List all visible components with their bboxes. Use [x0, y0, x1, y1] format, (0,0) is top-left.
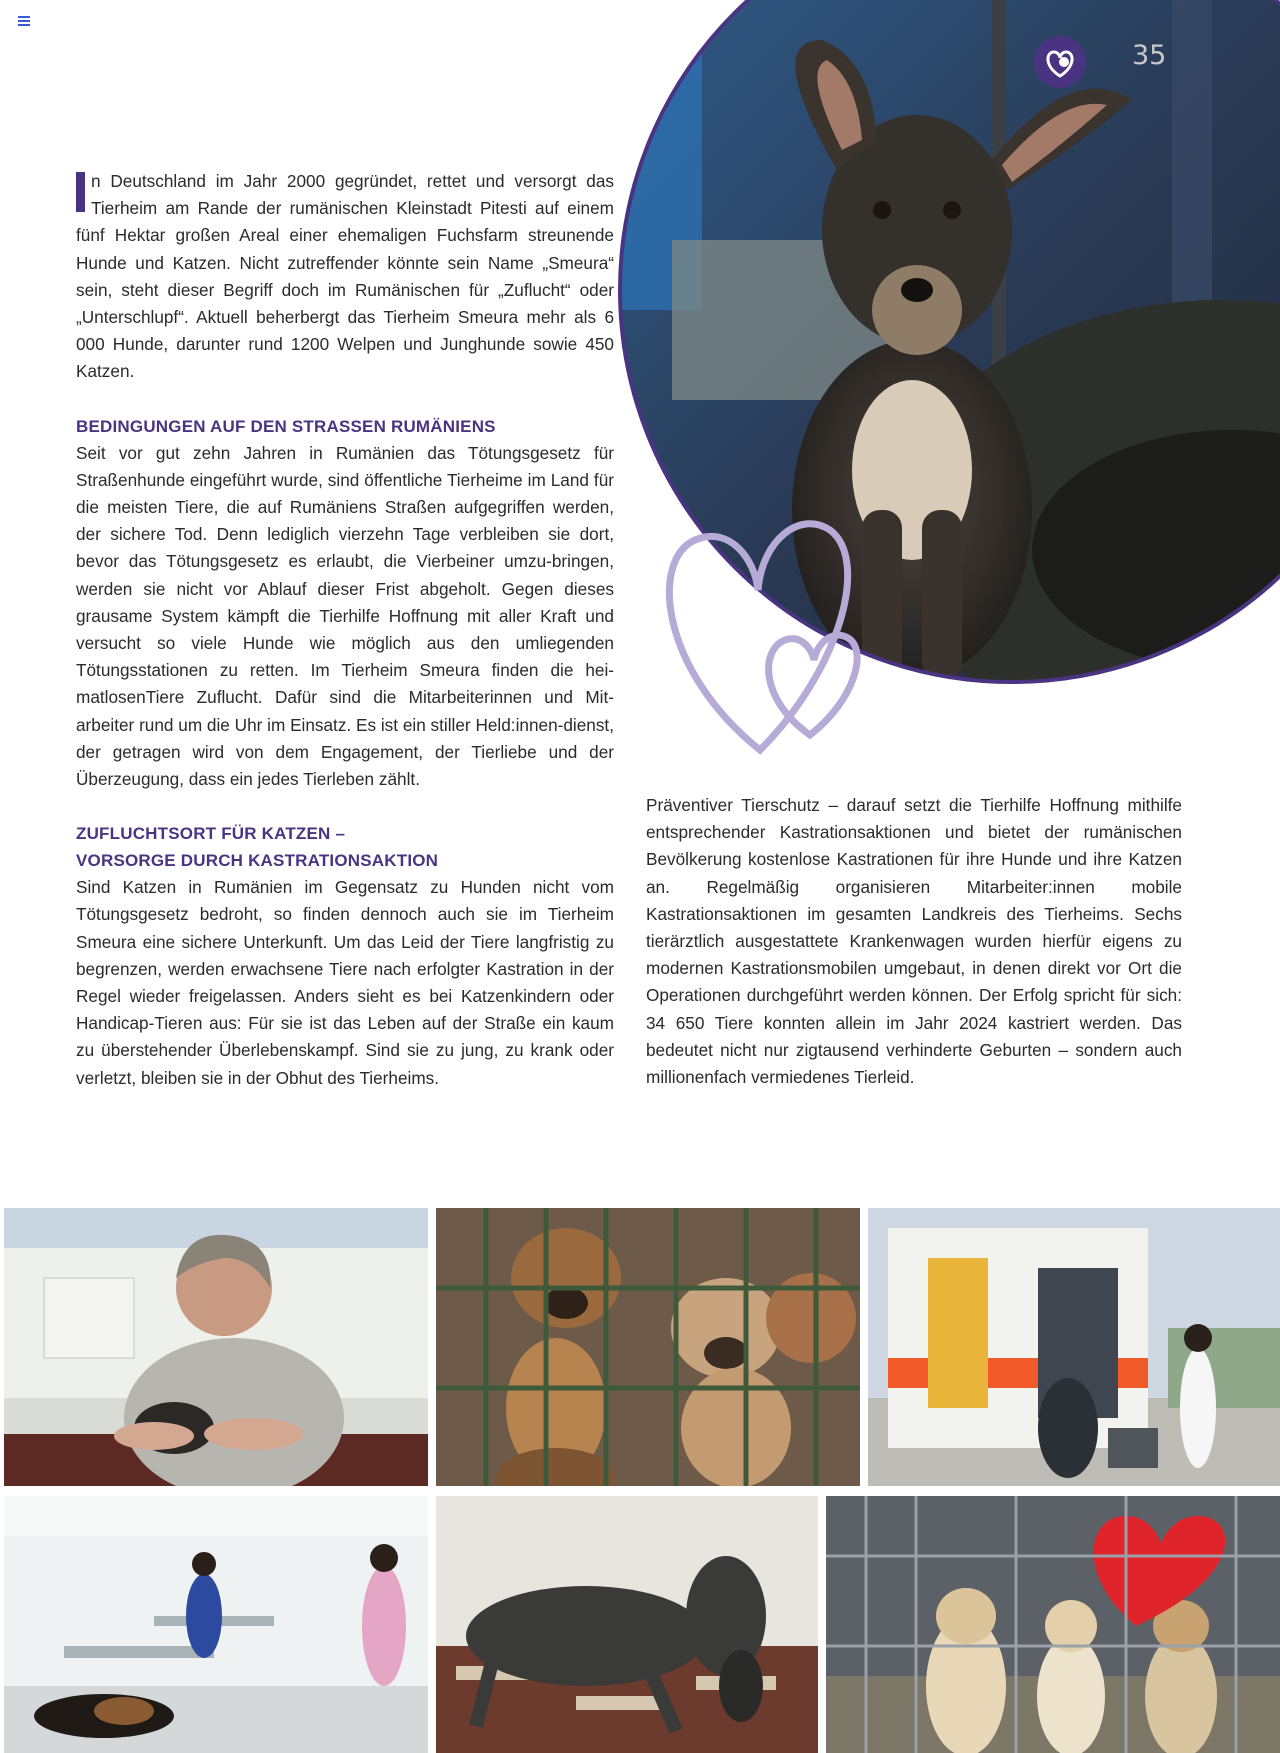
photo-emaciated-greyhound	[436, 1496, 818, 1753]
section-paragraph-strassen: Seit vor gut zehn Jahren in Rumänien das Tötungsgesetz für Straßenhunde eingeführt wurde, sind öffentliche Tierheime im Land für die meisten Tiere, die auf Rumäniens Straßen aufgegriffen werden, der sichere Tod. Denn lediglich vierzehn Tage verbleiben sie dort, bevor das Tötungsgesetz es erlaubt, die Vierbeiner umzu-bringen, werden sie nicht vor Ablauf dieser Frist abgeholt. Gegen dieses grausame System kämpft die Tierhilfe Hoffnung mit aller Kraft und versucht so viele Hunde wie möglich aus den umliegenden Tötungsstationen zu retten. Im Tierheim Smeura finden die hei-matlosenTiere Zuflucht. Dafür sind die Mitarbeiterinnen und Mit-arbeiter rund um die Uhr im Einsatz. Es ist ein stiller Held:innen-dienst, der getragen wird von dem Engagement, der Tierliebe und der Überzeugung, dass ein jedes Tierleben zählt.	[76, 442, 614, 790]
section-paragraph-katzen: Sind Katzen in Rumänien im Gegensatz zu Hunden nicht vom Tötungsgesetz bedroht, so finden dennoch auch sie im Tierheim Smeura eine sichere Unterkunft. Um das Leid der Tiere langfristig zu begrenzen, werden erwachsene Tiere nach erfolgter Kastration in der Regel wieder freigelassen. Anders sieht es bei Katzenkindern oder Handicap-Tieren aus: Für sie ist das Leben auf der Straße ein kaum zu überstehender Überlebenskampf. Sind sie zu jung, zu krank oder verletzt, bleiben sie in der Obhut des Tierheims.	[76, 877, 614, 1088]
section-paragraph-kastration: Präventiver Tierschutz – darauf setzt die Tierhilfe Hoffnung mithilfe entsprechender Kastrationsaktionen und bietet der rumänischen Bevölkerung kostenlose Kastrationen für ihre Hunde und ihre Katzen an. Regelmäßig organisieren Mitarbeiter:innen mobile Kastrationsaktionen im gesamten Landkreis des Tierheims. Sechs tierärztlich ausgestattete Krankenwagen wurden hierfür eigens zu modernen Kastrationsmobilen umgebaut, in denen direkt vor Ort die Operationen durchgeführt werden können. Der Erfolg spricht für sich: 34 650 Tiere konnten allein im Jahr 2024 kastriert werden. Das bedeutet nicht nur zigtausend verhinderte Geburten – sondern auch millionenfach vermiedenes Tierleid.	[646, 795, 1182, 1088]
menu-icon[interactable]	[18, 16, 30, 26]
section-heading-katzen-line1: ZUFLUCHTSORT FÜR KATZEN –	[76, 824, 346, 844]
page-number: 35	[1132, 40, 1167, 71]
photo-castration-mobile	[868, 1208, 1280, 1486]
drop-cap-bar	[76, 172, 85, 212]
photo-dogs-with-red-heart	[826, 1496, 1280, 1753]
article-right-column	[646, 792, 1182, 1091]
photo-vet-clinic	[4, 1496, 428, 1753]
decorative-hearts-icon	[640, 500, 880, 760]
article-left-column	[76, 168, 614, 1092]
heart-dog-logo-icon	[1034, 36, 1086, 88]
section-heading-strassen: BEDINGUNGEN AUF DEN STRASSEN RUMÄNIENS	[76, 416, 496, 436]
intro-paragraph: n Deutschland im Jahr 2000 gegründet, rettet und versorgt das Tierheim am Rande der rumänischen Kleinstadt Pitesti auf einem fünf Hektar großen Areal einer ehemaligen Fuchsfarm streunende Hunde und Katzen. Nicht zutreffender könnte sein Name „Smeura“ sein, steht dieser Begriff doch im Rumänischen für „Zuflucht“ oder „Unterschlupf“. Aktuell beherbergt das Tierheim Smeura mehr als 6 000 Hunde, darunter rund 1200 Welpen und Junghunde sowie 450 Katzen.	[76, 171, 614, 382]
section-heading-katzen-line2: VORSORGE DURCH KASTRATIONSAKTION	[76, 851, 439, 871]
photo-woman-with-puppy	[4, 1208, 428, 1486]
photo-puppies-behind-bars	[436, 1208, 860, 1486]
